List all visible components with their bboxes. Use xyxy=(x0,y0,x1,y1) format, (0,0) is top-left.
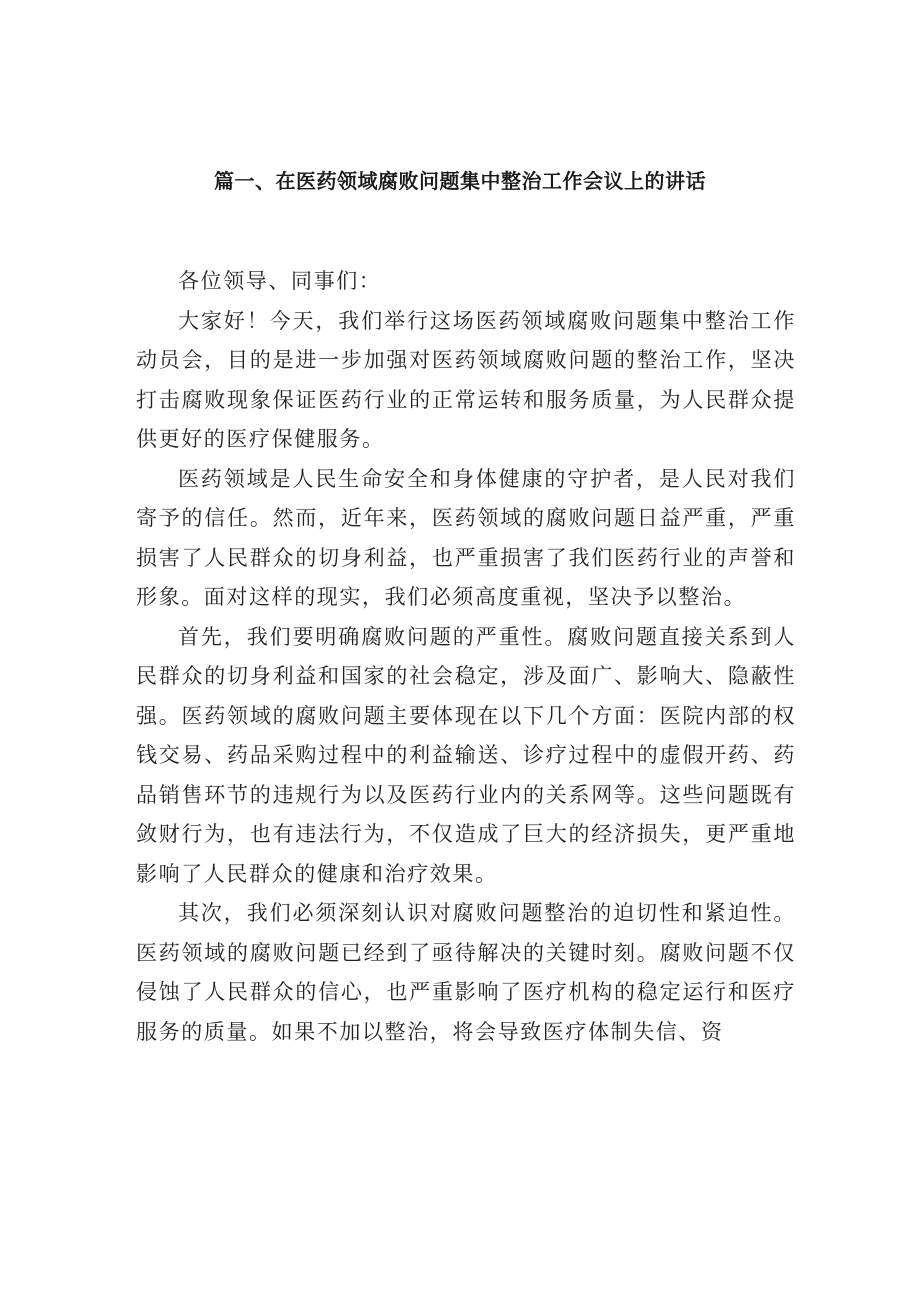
document-body xyxy=(136,262,796,1052)
paragraph-first-point: 首先，我们要明确腐败问题的严重性。腐败问题直接关系到人民群众的切身利益和国家的社会稳定，涉及面广、影响大、隐蔽性强。医药领域的腐败问题主要体现在以下几个方面：医院内部的权钱交易、药品采购过程中的利益输送、诊疗过程中的虚假开药、药品销售环节的违规行为以及医药行业内的关系网等。这些问题既有敛财行为，也有违法行为，不仅造成了巨大的经济损失，更严重地影响了人民群众的健康和治疗效果。 xyxy=(136,624,796,886)
paragraph-opening: 大家好！今天，我们举行这场医药领域腐败问题集中整治工作动员会，目的是进一步加强对医药领域腐败问题的整治工作，坚决打击腐败现象保证医药行业的正常运转和服务质量，为人民群众提供更好的医疗保健服务。 xyxy=(136,308,796,451)
document-title: 篇一、在医药领域腐败问题集中整治工作会议上的讲话 xyxy=(214,169,706,193)
paragraph-salutation: 各位领导、同事们： xyxy=(178,269,382,293)
paragraph-background: 医药领域是人民生命安全和身体健康的守护者，是人民对我们寄予的信任。然而，近年来，医药领域的腐败问题日益严重，严重损害了人民群众的切身利益，也严重损害了我们医药行业的声誉和形象。面对这样的现实，我们必须高度重视，坚决予以整治。 xyxy=(136,466,796,609)
paragraph-second-point: 其次，我们必须深刻认识对腐败问题整治的迫切性和紧迫性。医药领域的腐败问题已经到了亟待解决的关键时刻。腐败问题不仅侵蚀了人民群众的信心，也严重影响了医疗机构的稳定运行和医疗服务的质量。如果不加以整治，将会导致医疗体制失信、资 xyxy=(136,901,796,1044)
